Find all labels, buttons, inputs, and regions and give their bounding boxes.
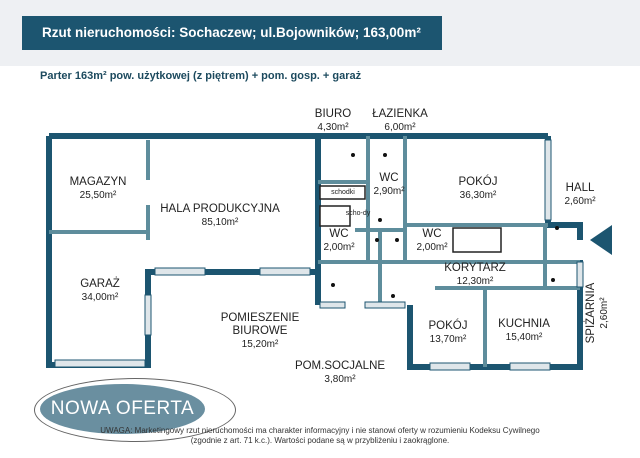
room-wc-3: WC 2,00m²: [416, 228, 448, 253]
disclaimer: UWAGA: Marketingowy rzut nieruchomości ma charakter informacyjny i nie stanowi oferty w rozumieniu Kodeksu Cywilnego (zgodnie z art. 71 k.c.). Wartości podane są w przybliżeniu i zaokrąglone.: [100, 426, 540, 445]
stairs-label-a: schodki: [331, 189, 355, 196]
room-kuchnia: KUCHNIA 15,40m²: [498, 318, 550, 343]
room-pokoj-1: POKÓJ 36,30m²: [458, 176, 498, 201]
room-korytarz: KORYTARZ 12,30m²: [444, 262, 506, 287]
room-wc-2: WC 2,00m²: [323, 228, 355, 253]
entrance-arrow-icon: [590, 225, 612, 255]
room-pom-socjalne: POM.SOCJALNE 3,80m²: [294, 360, 386, 385]
room-lazienka: ŁAZIENKA 6,00m²: [372, 108, 428, 133]
room-pomieszczenie-biurowe: POMIESZENIE BIUROWE 15,20m²: [220, 312, 300, 350]
room-wc-1: WC 2,90m²: [373, 172, 405, 197]
room-pokoj-2: POKÓJ 13,70m²: [428, 320, 468, 345]
page-title: Rzut nieruchomości: Sochaczew; ul.Bojowników; 163,00m²: [22, 16, 442, 50]
room-hall: HALL 2,60m²: [564, 182, 596, 207]
subtitle: Parter 163m² pow. użytkowej (z piętrem) + pom. gosp. + garaż: [40, 70, 362, 82]
room-magazyn: MAGAZYN 25,50m²: [69, 176, 127, 201]
stairs-label-b: scho-dy: [345, 210, 371, 217]
room-spizarnia: SPIŻARNIA 2,60m²: [585, 282, 610, 344]
room-biuro: BIURO 4,30m²: [314, 108, 352, 133]
new-offer-badge: NOWA OFERTA: [40, 384, 205, 434]
room-hala: HALA PRODUKCYJNA 85,10m²: [160, 203, 280, 228]
room-garaz: GARAŻ 34,00m²: [80, 278, 120, 303]
